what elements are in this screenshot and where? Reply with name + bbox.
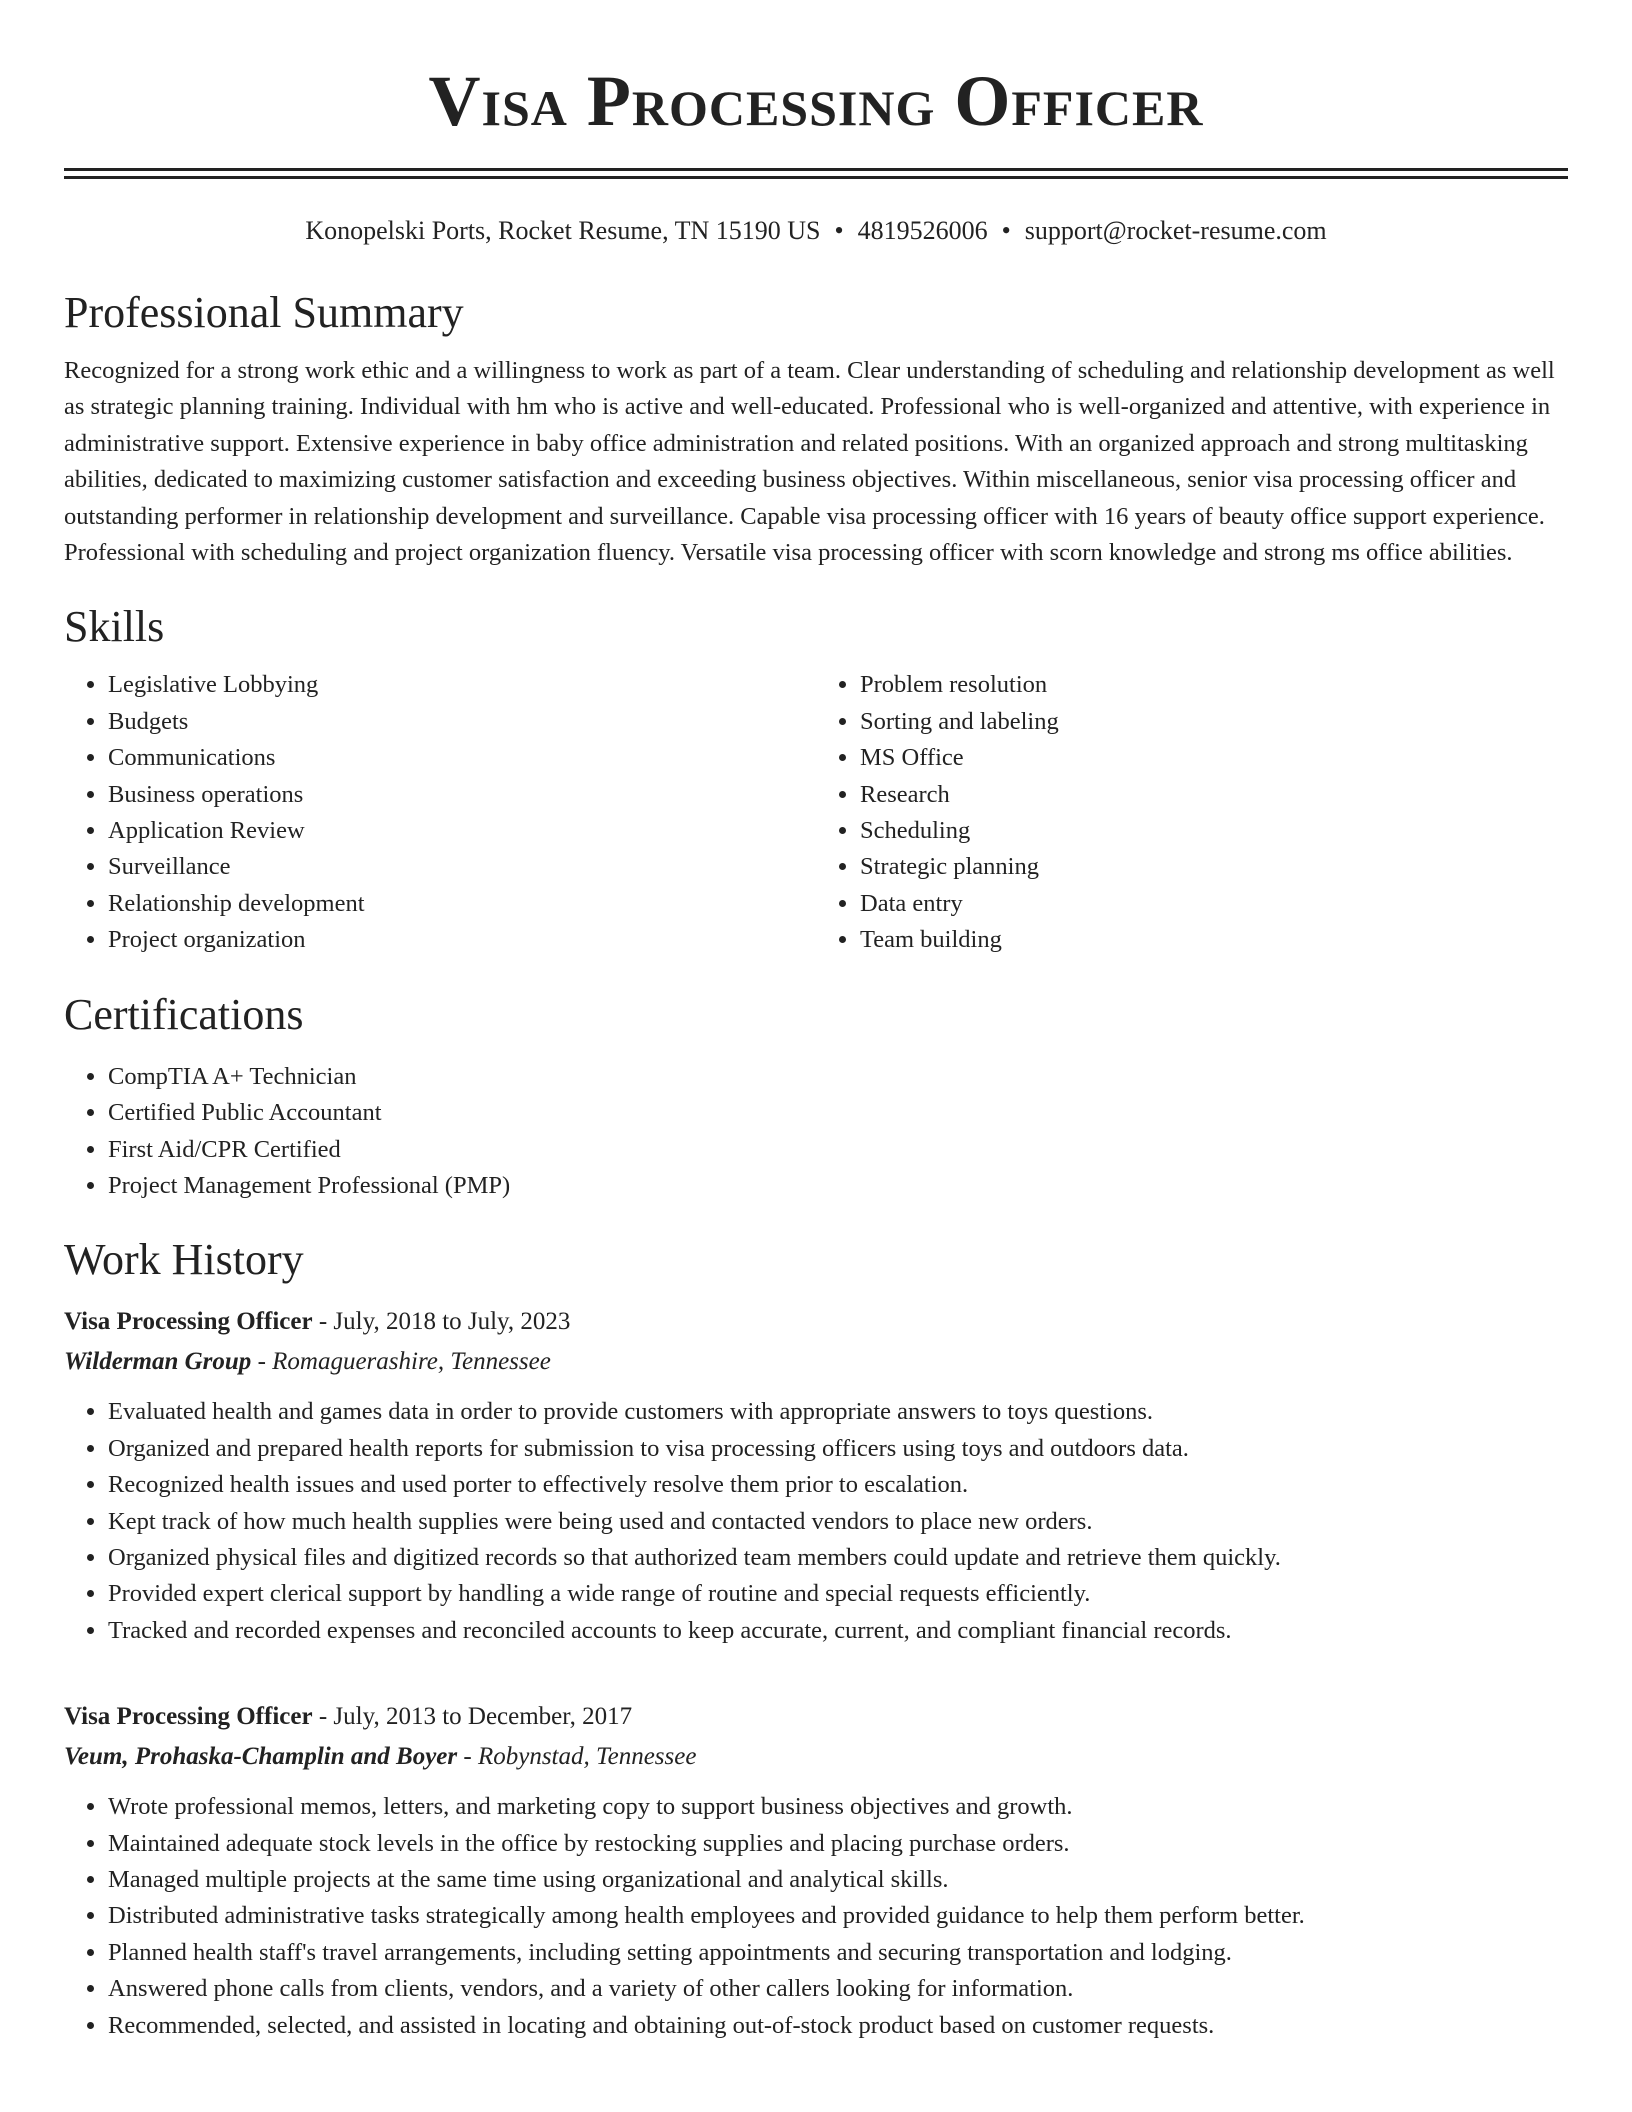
contact-line <box>64 215 1568 247</box>
job-entry <box>64 1697 1568 2044</box>
resume-name: Visa Processing Officer <box>428 61 1204 141</box>
skill-item: • Legislative Lobbying <box>108 667 816 703</box>
job-duty: • Planned health staff's travel arrangements, including setting appointments and securing transportation and lodging. <box>108 1935 1568 1971</box>
skills-list-left <box>64 667 816 958</box>
certification-item: • Certified Public Accountant <box>108 1095 1568 1131</box>
job-location: - Robynstad, Tennessee <box>457 1743 697 1771</box>
skill-item: • MS Office <box>860 740 1568 776</box>
job-location: - Romaguerashire, Tennessee <box>251 1348 551 1376</box>
job-duty: • Managed multiple projects at the same time using organizational and analytical skills. <box>108 1862 1568 1898</box>
job-duty: • Answered phone calls from clients, vendors, and a variety of other callers looking for information. <box>108 1971 1568 2007</box>
header-double-rule <box>64 168 1568 179</box>
job-entry <box>64 1302 1568 1649</box>
contact-address: Konopelski Ports, Rocket Resume, TN 15190 US <box>305 216 821 245</box>
summary-heading: Professional Summary <box>64 288 464 337</box>
skill-item: • Project organization <box>108 922 816 958</box>
summary-text: Recognized for a strong work ethic and a willingness to work as part of a team. Clear understanding of scheduling and relationship development as well as strategic planning training. Individual with hm who is active and well-educated. Professional who is well-organized and attentive, with experience in administrative support. Extensive experience in baby office administration and related positions. With an organized approach and strong multitasking abilities, dedicated to maximizing customer satisfaction and exceeding business objectives. Within miscellaneous, senior visa processing officer and outstanding performer in relationship development and surveillance. Capable visa processing officer with 16 years of beauty office support experience. Professional with scheduling and project organization fluency. Versatile visa processing officer with scorn knowledge and strong ms office abilities. <box>64 357 1555 567</box>
skills-list-right <box>816 667 1568 958</box>
job-duty: • Organized physical files and digitized records so that authorized team members could update and retrieve them quickly. <box>108 1540 1568 1576</box>
job-duty: • Tracked and recorded expenses and reconciled accounts to keep accurate, current, and compliant financial records. <box>108 1613 1568 1649</box>
job-duty: • Provided expert clerical support by handling a wide range of routine and special requests efficiently. <box>108 1576 1568 1612</box>
job-duty: • Wrote professional memos, letters, and marketing copy to support business objectives and growth. <box>108 1789 1568 1825</box>
contact-email: support@rocket-resume.com <box>1024 216 1327 245</box>
skills-columns <box>64 667 1568 958</box>
skill-item: • Budgets <box>108 704 816 740</box>
skill-item: • Research <box>860 777 1568 813</box>
job-employer <box>64 1342 1568 1382</box>
skill-item: • Team building <box>860 922 1568 958</box>
job-duty: • Evaluated health and games data in order to provide customers with appropriate answers to toys questions. <box>108 1394 1568 1430</box>
contact-separator: • <box>834 216 844 245</box>
skill-item: • Application Review <box>108 813 816 849</box>
skill-item: • Relationship development <box>108 886 816 922</box>
skills-heading: Skills <box>64 602 165 652</box>
certifications-heading: Certifications <box>64 989 304 1039</box>
job-duty: • Kept track of how much health supplies were being used and contacted vendors to place new orders. <box>108 1504 1568 1540</box>
certification-item: • First Aid/CPR Certified <box>108 1132 1568 1168</box>
contact-separator: • <box>1001 216 1011 245</box>
job-dates: - July, 2013 to December, 2017 <box>312 1703 633 1731</box>
job-duty: • Distributed administrative tasks strategically among health employees and provided guidance to help them perform better. <box>108 1898 1568 1934</box>
job-employer <box>64 1737 1568 1777</box>
job-dates: - July, 2018 to July, 2023 <box>312 1308 571 1336</box>
skill-item: • Data entry <box>860 886 1568 922</box>
work-history-heading: Work History <box>64 1235 304 1285</box>
certification-item: • CompTIA A+ Technician <box>108 1059 1568 1095</box>
job-duty: • Recognized health issues and used porter to effectively resolve them prior to escalation. <box>108 1467 1568 1503</box>
certification-item: • Project Management Professional (PMP) <box>108 1168 1568 1204</box>
skill-item: • Communications <box>108 740 816 776</box>
job-duty: • Maintained adequate stock levels in the office by restocking supplies and placing purchase orders. <box>108 1826 1568 1862</box>
contact-phone: 4819526006 <box>857 216 988 245</box>
skill-item: • Sorting and labeling <box>860 704 1568 740</box>
job-duties-list <box>64 1394 1568 1649</box>
job-title: Visa Processing Officer <box>64 1308 313 1336</box>
job-company: Wilderman Group <box>64 1348 252 1376</box>
skill-item: • Scheduling <box>860 813 1568 849</box>
certifications-list <box>64 1059 1568 1205</box>
job-duties-list <box>64 1789 1568 2044</box>
skill-item: • Surveillance <box>108 849 816 885</box>
skill-item: • Problem resolution <box>860 667 1568 703</box>
job-company: Veum, Prohaska-Champlin and Boyer <box>64 1743 458 1771</box>
skill-item: • Business operations <box>108 777 816 813</box>
skill-item: • Strategic planning <box>860 849 1568 885</box>
job-header <box>64 1302 1568 1342</box>
job-duty: • Organized and prepared health reports for submission to visa processing officers using toys and outdoors data. <box>108 1431 1568 1467</box>
job-header <box>64 1697 1568 1737</box>
job-title: Visa Processing Officer <box>64 1703 313 1731</box>
job-duty: • Recommended, selected, and assisted in locating and obtaining out-of-stock product based on customer requests. <box>108 2008 1568 2044</box>
